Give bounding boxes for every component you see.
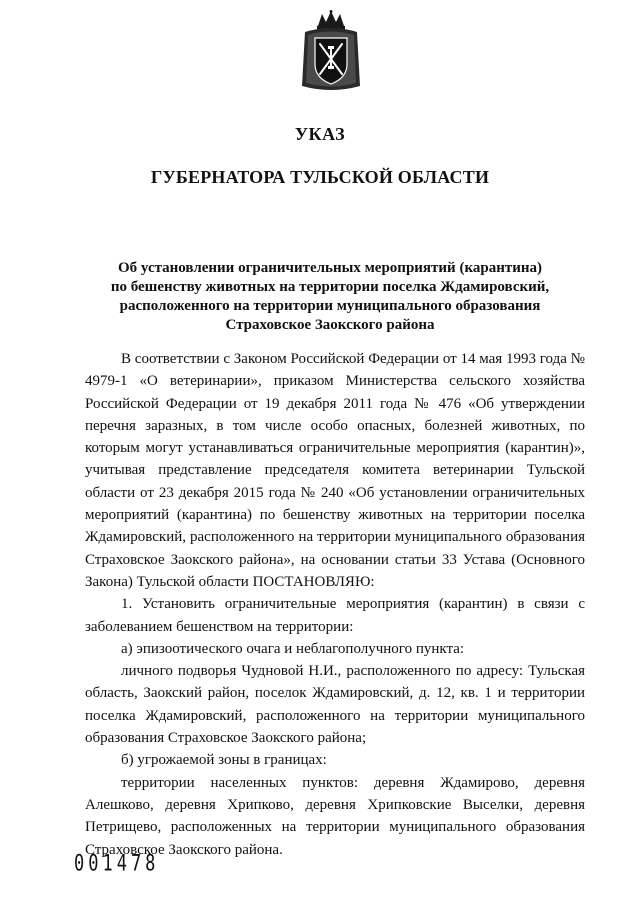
serial-number: 001478	[74, 851, 160, 877]
document-type: УКАЗ	[294, 124, 346, 144]
coat-of-arms-icon	[298, 10, 364, 92]
title-line: Страховское Заокского района	[225, 317, 435, 333]
document-body	[85, 348, 585, 861]
document-issuer: ГУБЕРНАТОРА ТУЛЬСКОЙ ОБЛАСТИ	[150, 167, 490, 187]
preamble-paragraph: В соответствии с Законом Российской Федерации от 14 мая 1993 года № 4979-1 «О ветеринарии», приказом Министерства сельского хозяйства Российской Федерации от 19 декабря 2011 года № 476 «Об утверждении перечня заразных, в том числе особо опасных, болезней животных, по которым могут устанавливаться ограничительные мероприятия (карантин)», учитывая представление председателя комитета ветеринарии Тульской области от 23 декабря 2015 года № 240 «Об установлении ограничительных мероприятий (карантина) по бешенству животных на территории поселка Ждамировский, расположенного на территории муниципального образования Страховское Заокского района», на основании статьи 33 Устава (Основного Закона) Тульской области ПОСТАНОВЛЯЮ:	[85, 351, 585, 590]
subclause-b: б) угрожаемой зоны в границах:	[121, 752, 327, 769]
subclause-a-text: личного подворья Чудновой Н.И., расположенного по адресу: Тульская область, Заокский район, поселок Ждамировский, д. 12, кв. 1 и территории поселка Ждамировский, расположенного на территории муниципального образования Страховское Заокского района;	[85, 663, 585, 747]
title-line: расположенного на территории муниципального образования	[119, 298, 541, 314]
clause-1: 1. Установить ограничительные мероприятия (карантин) в связи с заболеванием бешенством на территории:	[85, 596, 585, 635]
document-title	[90, 259, 570, 335]
title-line: Об установлении ограничительных мероприятий (карантина)	[117, 260, 542, 276]
subclause-a: а) эпизоотического очага и неблагополучного пункта:	[121, 640, 465, 657]
title-line: по бешенству животных на территории поселка Ждамировский,	[110, 279, 550, 295]
subclause-b-text: территории населенных пунктов: деревня Ждамирово, деревня Алешково, деревня Хрипково, деревня Хрипковские Выселки, деревня Петрищево, расположенных на территории муниципального образования Страховское Заокского района.	[85, 774, 585, 858]
